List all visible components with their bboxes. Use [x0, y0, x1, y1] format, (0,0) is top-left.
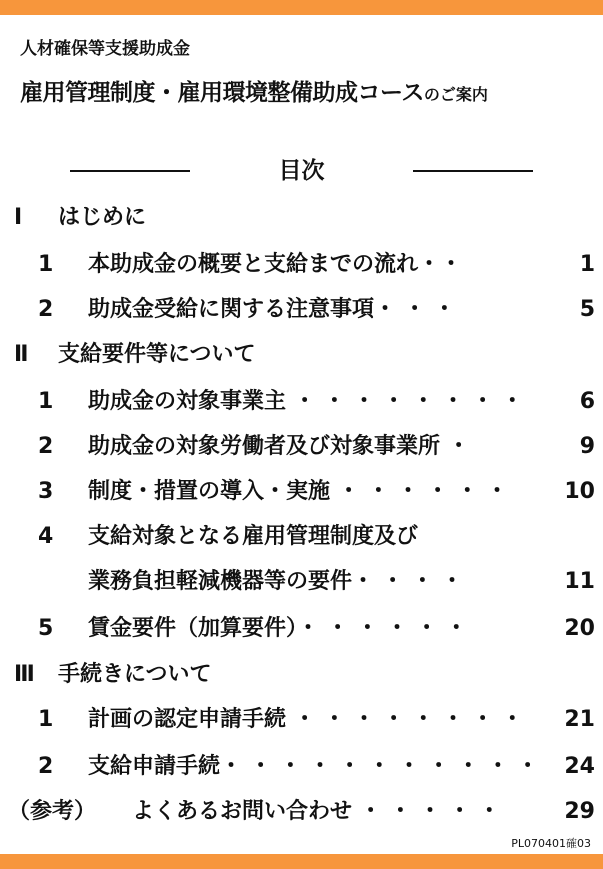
toc-section-title: はじめに: [58, 205, 147, 230]
toc-entry-number: 1: [38, 707, 54, 732]
toc-entry-number: 3: [38, 479, 54, 504]
toc-section-2: [14, 340, 599, 370]
toc-entry[interactable]: [0, 614, 603, 644]
toc-entry[interactable]: [0, 250, 603, 280]
toc-entry-title: 計画の認定申請手続 ・ ・ ・ ・ ・ ・ ・ ・: [88, 707, 524, 732]
toc-section-number: Ⅰ: [14, 205, 23, 230]
toc-entry[interactable]: [0, 705, 603, 735]
bottom-accent-bar: [0, 854, 603, 869]
toc-entry[interactable]: [0, 522, 603, 552]
toc-entry-page: 9: [579, 434, 595, 459]
toc-rule-right: [413, 170, 533, 172]
toc-entry[interactable]: [0, 295, 603, 325]
toc-entry-title: 本助成金の概要と支給までの流れ・・: [88, 252, 463, 277]
toc-entry-title: 制度・措置の導入・実施 ・ ・ ・ ・ ・ ・: [88, 479, 508, 504]
toc-entry-page: 5: [579, 297, 595, 322]
toc-entry-page: 6: [579, 389, 595, 414]
toc-section-title: 支給要件等について: [58, 342, 256, 367]
toc-entry-title: 支給対象となる雇用管理制度及び: [88, 524, 419, 549]
course-title-main: 雇用管理制度・雇用環境整備助成コース: [20, 80, 424, 106]
top-accent-bar: [0, 0, 603, 15]
toc-entry-continued[interactable]: [0, 567, 603, 597]
toc-entry-number: 4: [38, 524, 54, 549]
toc-entry-page: 1: [579, 252, 595, 277]
toc-entry-number: 2: [38, 297, 54, 322]
toc-section-1: [14, 203, 599, 233]
toc-entry-title: 助成金の対象事業主 ・ ・ ・ ・ ・ ・ ・ ・: [88, 389, 524, 414]
toc-entry-reference[interactable]: [0, 797, 603, 827]
toc-entry-number: 5: [38, 616, 54, 641]
toc-entry-page: 10: [564, 479, 595, 504]
toc-entry-page: 20: [564, 616, 595, 641]
toc-section-number: Ⅱ: [14, 342, 29, 367]
toc-entry-title: 助成金の対象労働者及び対象事業所 ・: [88, 434, 470, 459]
toc-entry-number: 2: [38, 754, 54, 779]
toc-entry-title: 助成金受給に関する注意事項・ ・ ・: [88, 297, 456, 322]
toc-entry[interactable]: [0, 477, 603, 507]
toc-entry[interactable]: [0, 432, 603, 462]
toc-entry[interactable]: [0, 752, 603, 782]
toc-heading: 目次: [278, 158, 325, 184]
toc-entry-page: 24: [564, 754, 595, 779]
toc-entry-page: 11: [564, 569, 595, 594]
toc-entry-number: 1: [38, 252, 54, 277]
toc-entry-number: （参考）: [8, 799, 97, 824]
course-title-suffix: のご案内: [423, 85, 488, 104]
course-title: [20, 74, 488, 107]
program-subtitle: 人材確保等支援助成金: [20, 39, 190, 59]
toc-entry-title: 賃金要件（加算要件）・ ・ ・ ・ ・ ・: [88, 616, 468, 641]
toc-section-number: Ⅲ: [14, 662, 35, 687]
toc-entry-number: 1: [38, 389, 54, 414]
toc-entry-number: 2: [38, 434, 54, 459]
toc-entry-title: 支給申請手続・ ・ ・ ・ ・ ・ ・ ・ ・ ・ ・: [88, 754, 539, 779]
toc-entry[interactable]: [0, 387, 603, 417]
toc-entry-title: 業務負担軽減機器等の要件・ ・ ・ ・: [88, 569, 463, 594]
toc-entry-page: 21: [564, 707, 595, 732]
toc-entry-title: よくあるお問い合わせ ・ ・ ・ ・ ・: [132, 799, 501, 824]
toc-section-3: [14, 660, 599, 690]
toc-entry-page: 29: [564, 799, 595, 824]
toc-section-title: 手続きについて: [58, 662, 212, 687]
document-code: PL070401確03: [511, 837, 591, 850]
